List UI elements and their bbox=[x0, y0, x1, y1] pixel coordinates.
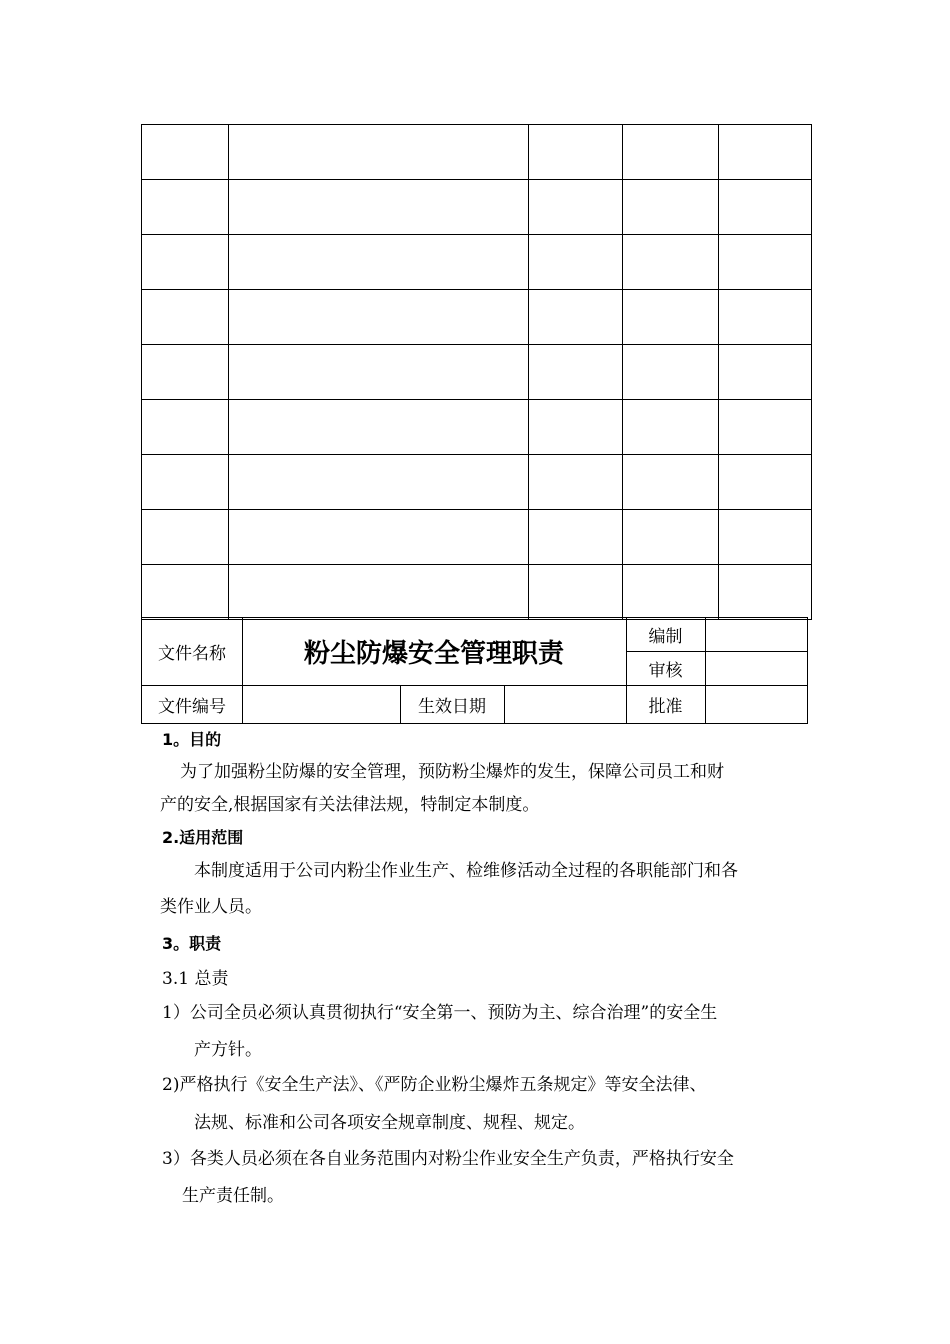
table-cell bbox=[229, 565, 529, 620]
effective-date-label: 生效日期 bbox=[418, 696, 486, 717]
section-2-paragraph-line-1: 本制度适用于公司内粉尘作业生产、检维修活动全过程的各职能部门和各 bbox=[194, 861, 738, 881]
table-cell bbox=[623, 400, 719, 455]
table-cell bbox=[229, 125, 529, 180]
table-cell bbox=[623, 510, 719, 565]
table-cell bbox=[719, 290, 812, 345]
document-title: 粉尘防爆安全管理职责 bbox=[303, 639, 564, 669]
table-cell bbox=[623, 180, 719, 235]
table-cell bbox=[142, 345, 229, 400]
table-cell bbox=[719, 235, 812, 290]
table-row bbox=[142, 510, 812, 565]
file-name-label: 文件名称 bbox=[158, 644, 226, 664]
section-2-heading: 2.适用范围 bbox=[162, 828, 244, 847]
table-cell bbox=[529, 565, 623, 620]
table-cell bbox=[623, 345, 719, 400]
prepared-by-value[interactable] bbox=[705, 618, 807, 651]
table-cell bbox=[623, 455, 719, 510]
table-cell bbox=[229, 400, 529, 455]
document-header-table bbox=[141, 617, 808, 724]
prepared-by-label: 编制 bbox=[648, 627, 683, 647]
table-cell bbox=[229, 345, 529, 400]
table-cell bbox=[142, 125, 229, 180]
table-row bbox=[142, 125, 812, 180]
table-row bbox=[142, 565, 812, 620]
table-cell bbox=[719, 180, 812, 235]
table-row bbox=[142, 290, 812, 345]
table-cell bbox=[719, 455, 812, 510]
item-2-line-2: 法规、标准和公司各项安全规章制度、规程、规定。 bbox=[194, 1113, 585, 1133]
table-cell bbox=[719, 400, 812, 455]
item-2-line-1: 2)严格执行《安全生产法》、《严防企业粉尘爆炸五条规定》等安全法律、 bbox=[162, 1075, 707, 1095]
table-cell bbox=[529, 125, 623, 180]
table-cell bbox=[142, 455, 229, 510]
table-cell bbox=[529, 400, 623, 455]
table-cell bbox=[142, 290, 229, 345]
table-cell bbox=[719, 345, 812, 400]
table-cell bbox=[623, 290, 719, 345]
table-cell bbox=[229, 180, 529, 235]
table-cell bbox=[142, 235, 229, 290]
table-cell bbox=[623, 235, 719, 290]
table-row bbox=[142, 455, 812, 510]
table-cell bbox=[142, 180, 229, 235]
item-3-line-2: 生产责任制。 bbox=[182, 1186, 284, 1206]
table-row bbox=[142, 400, 812, 455]
blank-record-table bbox=[141, 124, 812, 620]
file-number-label: 文件编号 bbox=[158, 696, 226, 717]
table-cell bbox=[529, 455, 623, 510]
table-row bbox=[142, 180, 812, 235]
table-cell bbox=[623, 565, 719, 620]
item-3-line-1: 3）各类人员必须在各自业务范围内对粉尘作业安全生产负责，严格执行安全 bbox=[162, 1149, 734, 1169]
table-cell bbox=[142, 510, 229, 565]
approved-by-label: 批准 bbox=[648, 696, 683, 717]
table-cell bbox=[719, 565, 812, 620]
table-cell bbox=[229, 510, 529, 565]
effective-date-value[interactable] bbox=[504, 685, 626, 723]
file-number-value[interactable] bbox=[242, 685, 400, 723]
section-3-1-heading: 3.1 总责 bbox=[162, 969, 229, 989]
table-cell bbox=[142, 400, 229, 455]
section-1-heading: 1。目的 bbox=[162, 730, 222, 749]
item-1-line-2: 产方针。 bbox=[194, 1040, 262, 1060]
table-cell bbox=[719, 510, 812, 565]
item-1-line-1: 1）公司全员必须认真贯彻执行“安全第一、预防为主、综合治理”的安全生 bbox=[162, 1003, 718, 1023]
section-1-paragraph-line-2: 产的安全,根据国家有关法律法规，特制定本制度。 bbox=[160, 795, 540, 815]
approved-by-value[interactable] bbox=[705, 685, 807, 723]
table-cell bbox=[529, 290, 623, 345]
section-1-paragraph-line-1: 为了加强粉尘防爆的安全管理，预防粉尘爆炸的发生，保障公司员工和财 bbox=[180, 762, 724, 782]
table-cell bbox=[529, 235, 623, 290]
section-2-paragraph-line-2: 类作业人员。 bbox=[160, 897, 262, 917]
table-cell bbox=[529, 345, 623, 400]
section-3-heading: 3。职责 bbox=[162, 934, 222, 953]
table-cell bbox=[529, 180, 623, 235]
reviewed-by-label: 审核 bbox=[648, 660, 683, 681]
table-cell bbox=[229, 290, 529, 345]
table-cell bbox=[719, 125, 812, 180]
reviewed-by-value[interactable] bbox=[705, 651, 807, 685]
table-cell bbox=[623, 125, 719, 180]
table-cell bbox=[229, 235, 529, 290]
table-cell bbox=[529, 510, 623, 565]
table-cell bbox=[229, 455, 529, 510]
table-cell bbox=[142, 565, 229, 620]
table-row bbox=[142, 345, 812, 400]
table-row bbox=[142, 235, 812, 290]
